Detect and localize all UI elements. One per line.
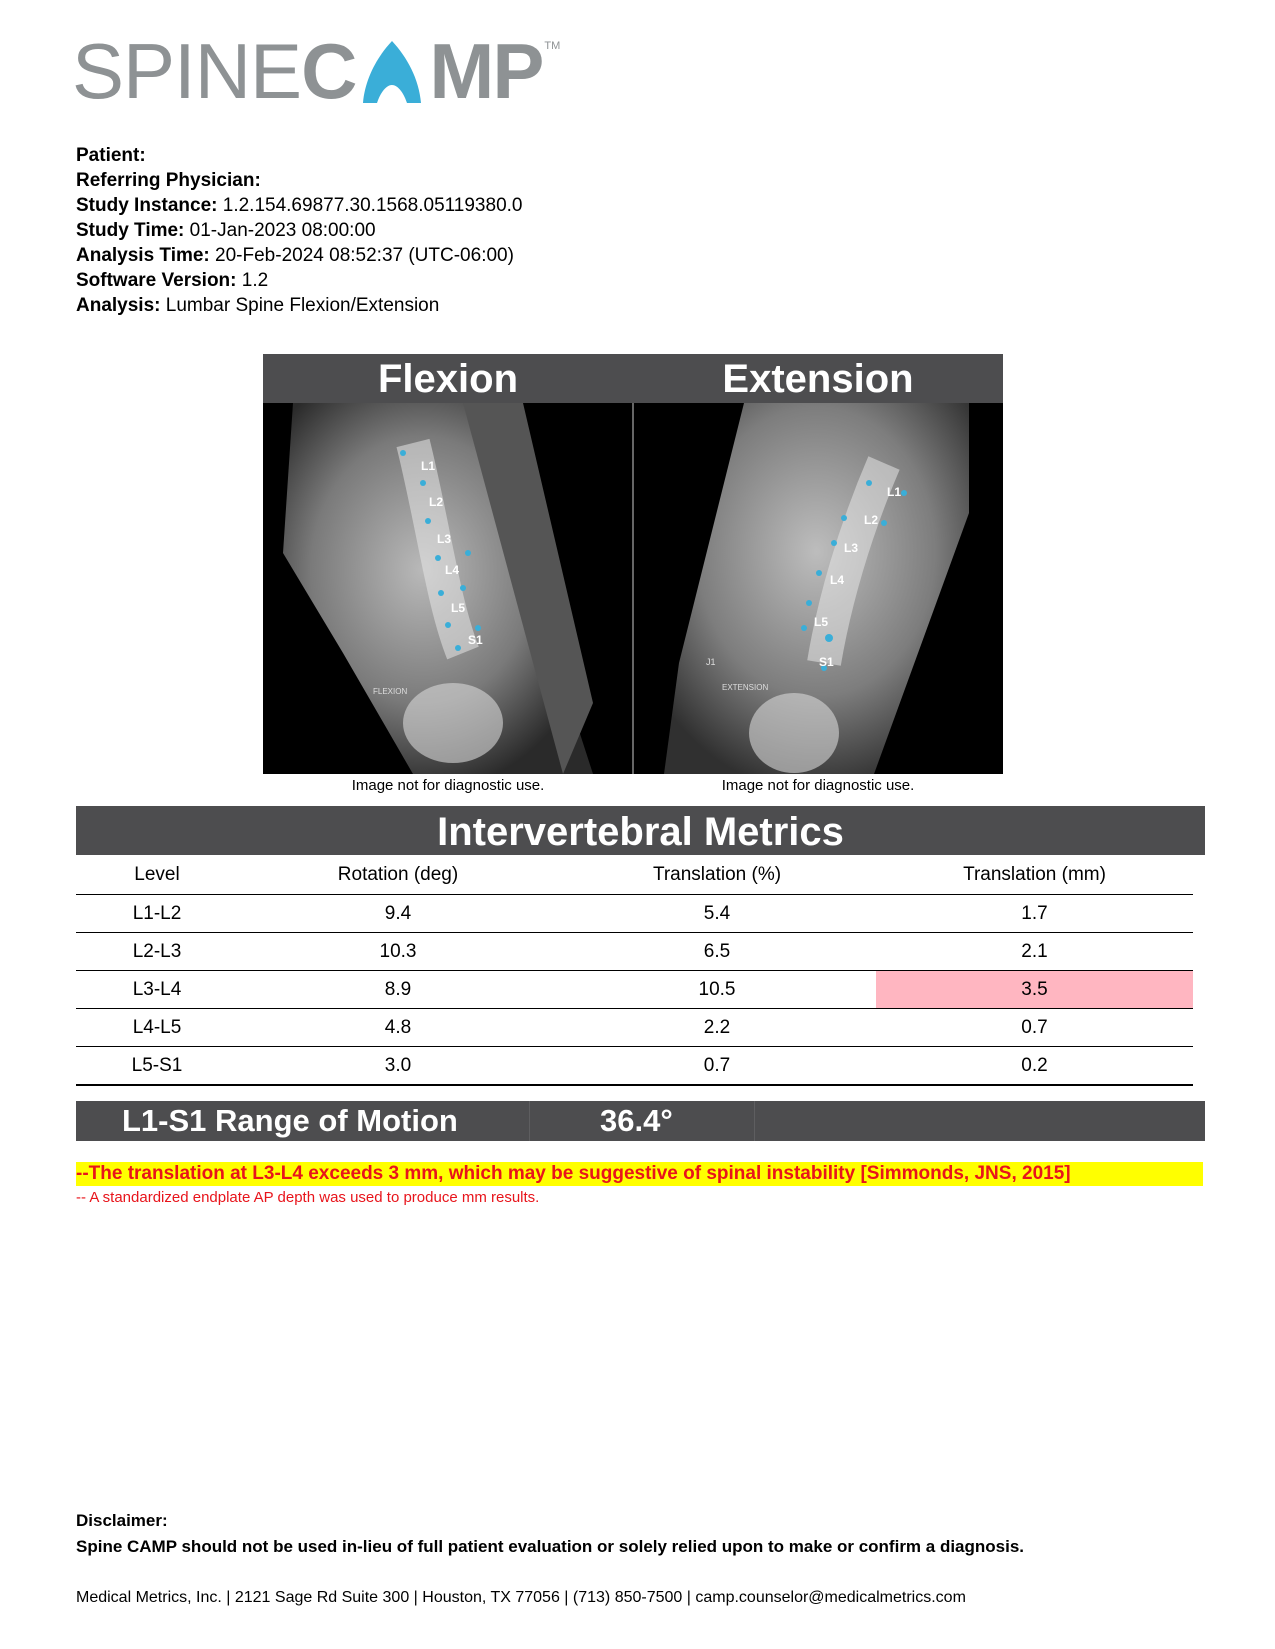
col-rotation: Rotation (deg) — [238, 856, 558, 895]
extension-xray-image — [632, 403, 1003, 774]
flexion-xray-image — [263, 403, 632, 774]
disclaimer-title: Disclaimer: — [76, 1511, 168, 1530]
extension-title: Extension — [722, 357, 914, 401]
rom-label: L1-S1 Range of Motion — [76, 1101, 530, 1141]
vertebra-label-l3: L3 — [437, 532, 452, 546]
info-row-study-instance: Study Instance: 1.2.154.69877.30.1568.05119380.0 — [76, 195, 523, 216]
info-row-analysis-time: Analysis Time: 20-Feb-2024 08:52:37 (UTC-06:00) — [76, 245, 514, 266]
ext-vertebra-label-l1: L1 — [887, 485, 902, 499]
ext-vertebra-label-l2: L2 — [864, 513, 879, 527]
flexion-caption: Image not for diagnostic use. — [351, 777, 545, 794]
ext-vertebra-label-l5: L5 — [814, 615, 829, 629]
flexion-title: Flexion — [377, 357, 519, 401]
ext-vertebra-label-s1: S1 — [819, 655, 834, 669]
disclaimer — [76, 1508, 1024, 1560]
extension-marker-text: EXTENSION — [722, 683, 769, 692]
vertebra-label-l1: L1 — [421, 459, 436, 473]
flexion-marker-text: FLEXION — [373, 687, 408, 696]
vertebra-label-l4: L4 — [445, 563, 460, 577]
xray-panel-header — [263, 354, 1003, 403]
logo-spine-text: SPINE — [72, 27, 302, 115]
extension-caption: Image not for diagnostic use. — [721, 777, 915, 794]
logo-tm: TM — [544, 40, 561, 52]
rom-value: 36.4° — [530, 1101, 755, 1141]
ext-vertebra-label-l4: L4 — [830, 573, 845, 587]
info-row-patient: Patient: — [76, 145, 146, 166]
table-row: L5-S1 3.0 0.7 0.2 — [76, 1047, 1193, 1086]
metrics-title: Intervertebral Metrics — [76, 806, 1205, 855]
extension-side-marker: J1 — [706, 657, 716, 667]
instability-warning: --The translation at L3-L4 exceeds 3 mm, which may be suggestive of spinal instability [Simmonds, JNS, 2015] — [76, 1162, 1203, 1186]
study-info — [76, 143, 522, 318]
xray-panel — [263, 354, 1003, 774]
info-row-software-version: Software Version: 1.2 — [76, 270, 269, 291]
disclaimer-text: Spine CAMP should not be used in-lieu of full patient evaluation or solely relied upon to make or confirm a diagnosis. — [76, 1537, 1025, 1556]
logo-a-mark-icon — [357, 39, 427, 105]
ext-vertebra-label-l3: L3 — [844, 541, 859, 555]
table-row: L4-L5 4.8 2.2 0.7 — [76, 1009, 1193, 1047]
col-level: Level — [76, 856, 238, 895]
logo-mp: MP — [429, 27, 543, 115]
spine-camp-logo — [72, 27, 561, 115]
table-row: L3-L4 8.9 10.5 3.5 — [76, 971, 1193, 1009]
footer-contact: Medical Metrics, Inc. | 2121 Sage Rd Suite 300 | Houston, TX 77056 | (713) 850-7500 | camp.counselor@medicalmetrics.com — [76, 1589, 966, 1606]
metrics-header-row — [76, 856, 1193, 895]
table-row: L1-L2 9.4 5.4 1.7 — [76, 895, 1193, 933]
range-of-motion-bar — [76, 1101, 1205, 1141]
logo-camp-text — [301, 27, 543, 115]
col-translation-mm: Translation (mm) — [876, 856, 1193, 895]
vertebra-label-l5: L5 — [451, 601, 466, 615]
info-row-analysis: Analysis: Lumbar Spine Flexion/Extension — [76, 295, 440, 316]
col-translation-pct: Translation (%) — [558, 856, 876, 895]
endplate-note: -- A standardized endplate AP depth was used to produce mm results. — [76, 1189, 540, 1206]
table-row: L2-L3 10.3 6.5 2.1 — [76, 933, 1193, 971]
highlighted-cell: 3.5 — [876, 971, 1193, 1009]
metrics-table — [76, 856, 1193, 1086]
info-row-physician: Referring Physician: — [76, 170, 261, 191]
vertebra-label-s1: S1 — [468, 633, 483, 647]
logo-c: C — [301, 27, 356, 115]
info-row-study-time: Study Time: 01-Jan-2023 08:00:00 — [76, 220, 376, 241]
vertebra-label-l2: L2 — [429, 495, 444, 509]
